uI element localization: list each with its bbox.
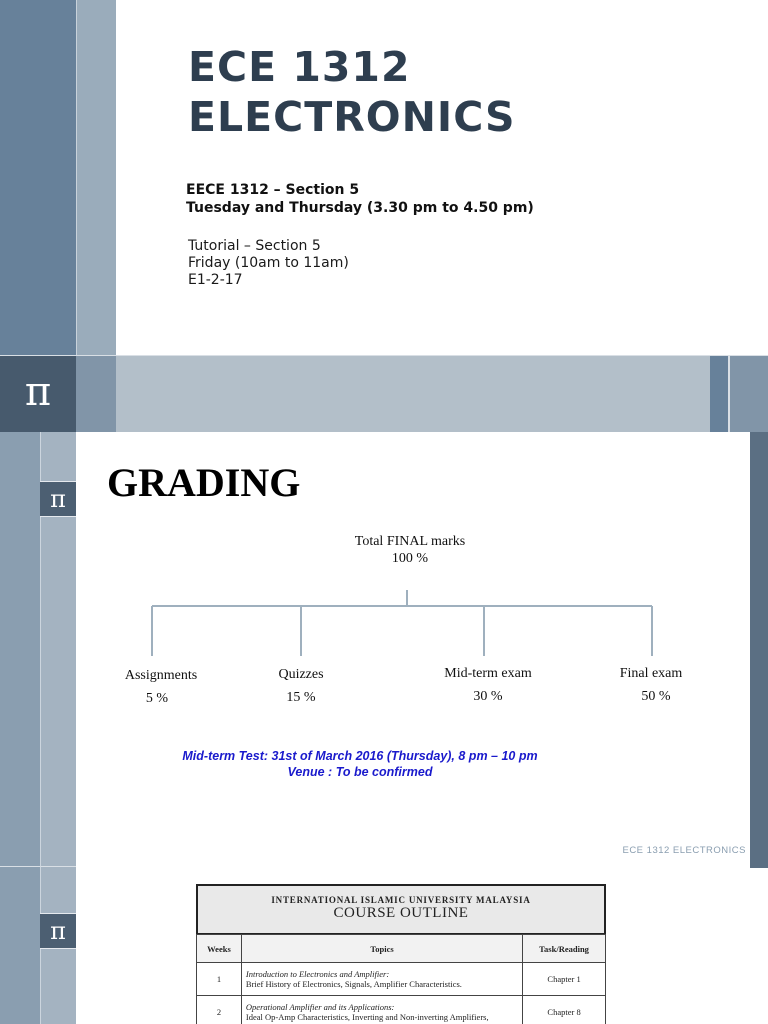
university-name: INTERNATIONAL ISLAMIC UNIVERSITY MALAYSIA <box>271 895 531 905</box>
topic-detail: Ideal Op-Amp Characteristics, Inverting and Non-inverting Amplifiers, <box>245 1012 489 1022</box>
table-header-row <box>197 935 606 963</box>
tutorial-time: Friday (10am to 11am) <box>188 255 349 271</box>
table-row <box>197 963 606 996</box>
course-outline <box>196 884 606 1024</box>
column-header-topics: Topics <box>241 935 522 963</box>
band-right-block <box>728 355 768 432</box>
topic-title: Operational Amplifier and its Applications: <box>245 1002 395 1012</box>
component-label: Mid-term exam <box>444 666 532 681</box>
slide2-left-bar <box>0 432 40 868</box>
grading-title: GRADING <box>107 460 301 505</box>
pi-icon: π <box>40 913 76 949</box>
tree-root <box>330 533 490 567</box>
pi-icon: π <box>24 369 52 415</box>
tutorial-room: E1-2-17 <box>188 272 243 288</box>
topic-cell <box>241 963 522 996</box>
slide2-right-bar <box>750 432 768 868</box>
schedule-line: Tuesday and Thursday (3.30 pm to 4.50 pm) <box>186 200 534 216</box>
component-label: Final exam <box>619 666 683 681</box>
topic-title: Introduction to Electronics and Amplifier: <box>245 969 390 979</box>
topic-detail: Brief History of Electronics, Signals, Amplifier Characteristics. <box>245 979 462 989</box>
topic-cell <box>241 996 522 1024</box>
component-value: 50 % <box>641 689 671 704</box>
root-value: 100 % <box>391 551 429 566</box>
component-value: 30 % <box>473 689 503 704</box>
outline-table <box>196 934 606 1024</box>
component-midterm <box>428 665 548 705</box>
tutorial-info <box>188 238 588 289</box>
title-line-2: ELECTRONICS <box>188 93 516 141</box>
component-final <box>600 665 702 705</box>
tutorial-line: Tutorial – Section 5 <box>188 238 321 254</box>
outline-header <box>196 884 606 934</box>
venue-note: Venue : To be confirmed <box>287 765 433 779</box>
table-row <box>197 996 606 1024</box>
title-line-1: ECE 1312 <box>188 43 411 91</box>
slide1-accent-bar <box>76 0 116 355</box>
root-label: Total FINAL marks <box>354 534 466 549</box>
week-cell: 1 <box>197 963 242 996</box>
component-quizzes <box>250 666 352 706</box>
component-label: Assignments <box>124 668 198 683</box>
slide1-left-bar <box>0 0 76 355</box>
midterm-note: Mid-term Test: 31st of March 2016 (Thursday), 8 pm – 10 pm <box>182 749 538 763</box>
component-label: Quizzes <box>278 667 324 682</box>
band-right-strip <box>710 355 728 432</box>
slide3-left-bar <box>0 866 40 1024</box>
grading-tree-lines <box>116 590 750 660</box>
pi-icon: π <box>40 481 76 517</box>
task-cell: Chapter 1 <box>523 963 606 996</box>
component-assignments <box>106 667 216 707</box>
outline-title: COURSE OUTLINE <box>333 905 469 921</box>
column-header-weeks: Weeks <box>197 935 242 963</box>
column-header-task: Task/Reading <box>523 935 606 963</box>
band-mid-block <box>76 355 116 432</box>
class-info <box>186 181 746 217</box>
component-value: 15 % <box>286 690 316 705</box>
section-line: EECE 1312 – Section 5 <box>186 182 360 198</box>
slide1-title <box>188 42 748 142</box>
week-cell: 2 <box>197 996 242 1024</box>
slide-footer: ECE 1312 ELECTRONICS <box>622 845 746 856</box>
task-cell: Chapter 8 <box>523 996 606 1024</box>
band-main-block <box>116 355 710 432</box>
component-value: 5 % <box>145 691 169 706</box>
